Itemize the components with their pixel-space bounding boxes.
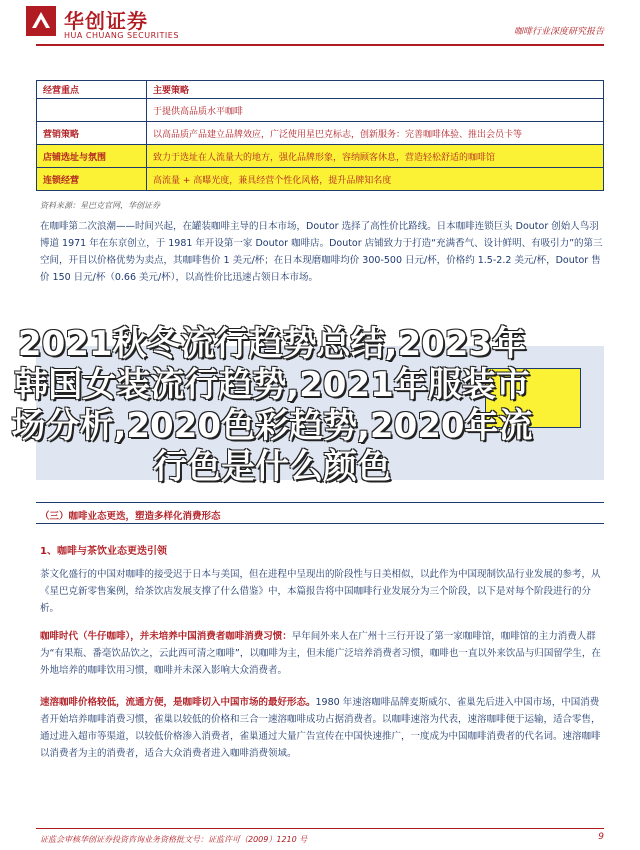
table-cell-value: 高流量 + 高曝光度，兼具经营个性化风格，提升品牌知名度 [147,168,604,191]
table-row [37,122,604,145]
header-rule [36,44,604,46]
brand-name-en: HUA CHUANG SECURITIES [64,31,179,40]
overlay-headline[interactable]: 2021秋冬流行趋势总结,2023年韩国女装流行趋势,2021年服装市场分析,2020色彩趋势,2020年流行色是什么颜色 [11,324,533,487]
table-cell-key: 店铺选址与氛围 [37,145,147,168]
report-type: 咖啡行业深度研究报告 [513,27,604,37]
footer-rule [36,828,604,829]
table-cell-key: 连锁经营 [37,168,147,191]
table-cell-value: 致力于选址在人流量大的地方，强化品牌形象，容纳顾客休息，营造轻松舒适的咖啡馆 [147,145,604,168]
paragraph-lead: 咖啡时代（牛仔咖啡），并未培养中国消费者咖啡消费习惯： [40,631,292,642]
table-header-value: 主要策略 [147,81,604,99]
strategy-table [36,80,604,191]
table-row-highlighted [37,168,604,191]
paragraph-cowboy-coffee [40,628,604,679]
table-row-highlighted [37,145,604,168]
paragraph-instant-coffee [40,694,604,762]
paragraph-body: 1980 年速溶咖啡品牌麦斯威尔、雀巢先后进入中国市场，中国消费者开始培养咖啡消费习惯，雀巢以较低的价格和三合一速溶咖啡成功占据消费者。以咖啡速溶为代表，速溶咖啡便于运输，适合零售，通过进入超市等渠道，以较低价格渗入消费者，雀巢通过大量广告宣传在中国快速推广，一度成为中国咖啡消费者的代名词。速溶咖啡以消费者为主的消费者，适合大众消费者进入咖啡消费领域。 [40,697,601,759]
table-source: 资料来源：星巴克官网，华创证券 [40,201,160,210]
page-header [0,0,640,62]
page-number: 9 [598,832,604,842]
table-cell-key: 营销策略 [37,122,147,145]
footer-disclaimer: 证监会审核华创证券投资咨询业务资格批文号：证监许可（2009）1210 号 [40,835,308,844]
paragraph-doutor: 在咖啡第二次浪潮——时间兴起，在罐装咖啡主导的日本市场，Doutor 选择了高性价比路线。日本咖啡连锁巨头 Doutor 创始人鸟羽博道 1971 年在东京创立，于 1981 年开设第一家 Doutor 咖啡店。Doutor 店铺致力于打造“充满香气、设计鲜明、有吸引力”的第三空间，开目以价格优势为卖点，其咖啡售价 1 美元/杯；在日本现磨咖啡均价 300-500 日元/杯，价格约 1.5-2.2 美元/杯，Doutor 售价 150 日元/杯（0.66 美元/杯），以高性价比迅速占领日本市场。 [40,221,603,283]
table-row [37,99,604,122]
section-title: （三）咖啡业态更迭，塑造多样化消费形态 [40,511,221,522]
huachuang-logo-icon [26,6,56,36]
table-header-key: 经营重点 [37,81,147,99]
table-cell-value: 以高品质产品建立品牌效应，广泛使用星巴克标志，创新服务：完善咖啡体验、推出会员卡等 [147,122,604,145]
paragraph-body: 早年间外来人在广州十三行开设了第一家咖啡馆，咖啡馆的主力消费人群为“有果瓶、番毫饮品饮之，云此西可清之咖啡”，以咖啡为主，但未能广泛培养消费者习惯，咖啡也一直以外来饮品与归国留学生，在外地培养的咖啡饮用习惯，咖啡并未深入影响大众消费者。 [40,631,601,676]
table-cell-key [37,99,147,122]
paragraph-china-coffee: 茶文化盛行的中国对咖啡的接受迟于日本与美国，但在进程中呈现出的阶段性与日美相似，以此作为中国现制饮品行业发展的参考，从《星巴克新零售案例，给茶饮店发展支撑了什么借鉴》中，本篇报告将中国咖啡行业发展分为三个阶段，以下是对每个阶段进行的分析。 [40,569,601,614]
table-cell-value: 于提供高品质水平咖啡 [147,99,604,122]
subsection-title: 1、咖啡与茶饮业态更迭引领 [40,546,167,557]
table-header-row [37,81,604,99]
paragraph-lead: 速溶咖啡价格较低，流通方便，是咖啡切入中国市场的最好形态。 [40,697,316,708]
brand-name: 华创证券 [64,9,148,33]
